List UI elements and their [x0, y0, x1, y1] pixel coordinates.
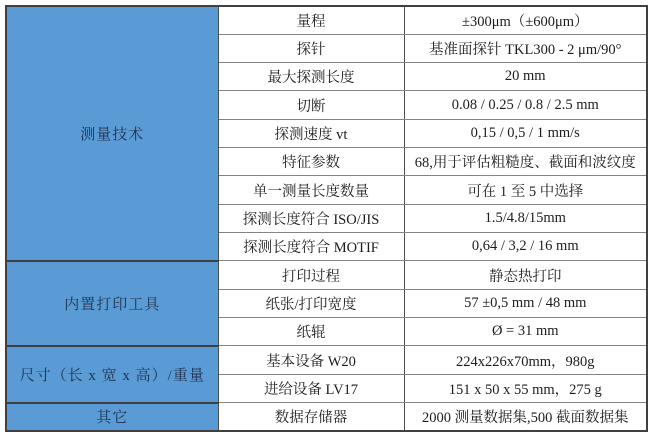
- category-cell-dimensions-weight: 尺寸（长 x 宽 x 高）/重量: [6, 346, 218, 403]
- param-cell: 数据存储器: [218, 403, 404, 431]
- category-cell-measurement-tech: 测量技术: [6, 6, 218, 261]
- category-cell-builtin-printer: 内置打印工具: [6, 261, 218, 346]
- value-cell: 静态热打印: [404, 261, 647, 289]
- param-cell: 量程: [218, 6, 404, 34]
- value-cell: 1.5/4.8/15mm: [404, 204, 647, 232]
- param-cell: 探测长度符合 MOTIF: [218, 233, 404, 261]
- spec-table: [5, 5, 648, 432]
- category-cell-other: 其它: [6, 403, 218, 431]
- table-row: [6, 403, 647, 431]
- param-cell: 进给设备 LV17: [218, 374, 404, 402]
- value-cell: 基准面探针 TKL300 - 2 μm/90°: [404, 34, 647, 62]
- value-cell: 151 x 50 x 55 mm，275 g: [404, 374, 647, 402]
- table-row: [6, 6, 647, 34]
- value-cell: 20 mm: [404, 63, 647, 91]
- param-cell: 切断: [218, 91, 404, 119]
- value-cell: 0,64 / 3,2 / 16 mm: [404, 233, 647, 261]
- value-cell: 68,用于评估粗糙度、截面和波纹度: [404, 148, 647, 176]
- param-cell: 探测速度 vt: [218, 119, 404, 147]
- value-cell: 2000 测量数据集,500 截面数据集: [404, 403, 647, 431]
- param-cell: 基本设备 W20: [218, 346, 404, 374]
- table-row: [6, 346, 647, 374]
- param-cell: 单一测量长度数量: [218, 176, 404, 204]
- table-row: [6, 261, 647, 289]
- param-cell: 最大探测长度: [218, 63, 404, 91]
- value-cell: 可在 1 至 5 中选择: [404, 176, 647, 204]
- param-cell: 探针: [218, 34, 404, 62]
- param-cell: 纸辊: [218, 318, 404, 346]
- value-cell: Ø = 31 mm: [404, 318, 647, 346]
- value-cell: ±300μm（±600μm）: [404, 6, 647, 34]
- value-cell: 0.08 / 0.25 / 0.8 / 2.5 mm: [404, 91, 647, 119]
- value-cell: 57 ±0,5 mm / 48 mm: [404, 289, 647, 317]
- param-cell: 纸张/打印宽度: [218, 289, 404, 317]
- param-cell: 特征参数: [218, 148, 404, 176]
- value-cell: 224x226x70mm，980g: [404, 346, 647, 374]
- param-cell: 探测长度符合 ISO/JIS: [218, 204, 404, 232]
- value-cell: 0,15 / 0,5 / 1 mm/s: [404, 119, 647, 147]
- param-cell: 打印过程: [218, 261, 404, 289]
